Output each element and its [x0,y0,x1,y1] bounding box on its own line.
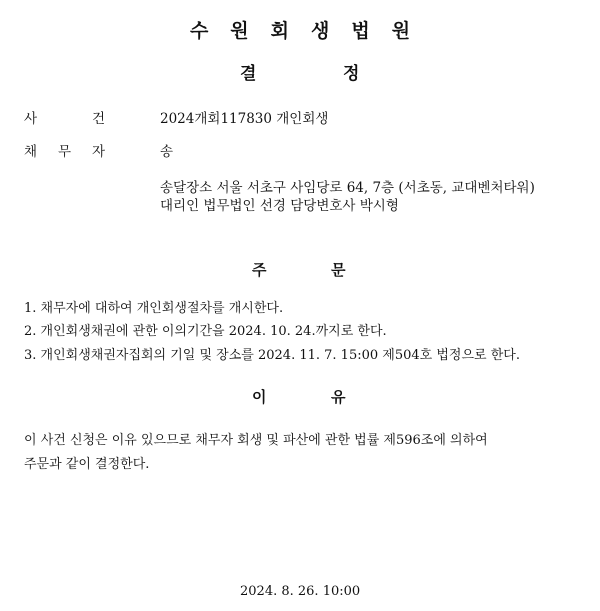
debtor-label-char-3: 자 [92,144,106,160]
case-number: 2024개회117830 개인회생 [160,111,329,127]
order-title-right: 문 [331,261,346,279]
reason-title-left: 이 [252,388,267,406]
debtor-name: 송 [160,144,174,160]
court-name: 수원회생법원 [189,20,433,42]
reason-text-line-2: 주문과 같이 결정한다. [24,457,150,472]
decision-date: 2024. 8. 26. 10:00 [240,584,361,599]
order-item-3: 3. 개인회생채권자집회의 기일 및 장소를 2024. 11. 7. 15:00 제504호 법정으로 한다. [24,348,520,363]
order-title-left: 주 [252,261,267,279]
service-address: 송달장소 서울 서초구 사임당로 64, 7층 (서초동, 교대벤처타워) [160,180,535,196]
reason-title-right: 유 [331,388,346,406]
decision-title-right: 정 [343,64,360,84]
case-label-char-1: 사 [24,111,38,127]
case-label-char-2: 건 [92,111,106,127]
order-item-2: 2. 개인회생채권에 관한 이의기간을 2024. 10. 24.까지로 한다. [24,324,387,339]
reason-text-line-1: 이 사건 신청은 이유 있으므로 채무자 회생 및 파산에 관한 법률 제596조에 의하여 [24,433,488,448]
order-item-1: 1. 채무자에 대하여 개인회생절차를 개시한다. [24,301,284,316]
legal-agent: 대리인 법무법인 선경 담당변호사 박시형 [160,198,399,214]
debtor-label-char-2: 무 [58,144,72,160]
debtor-label-char-1: 채 [24,144,38,160]
decision-title-left: 결 [240,64,257,84]
